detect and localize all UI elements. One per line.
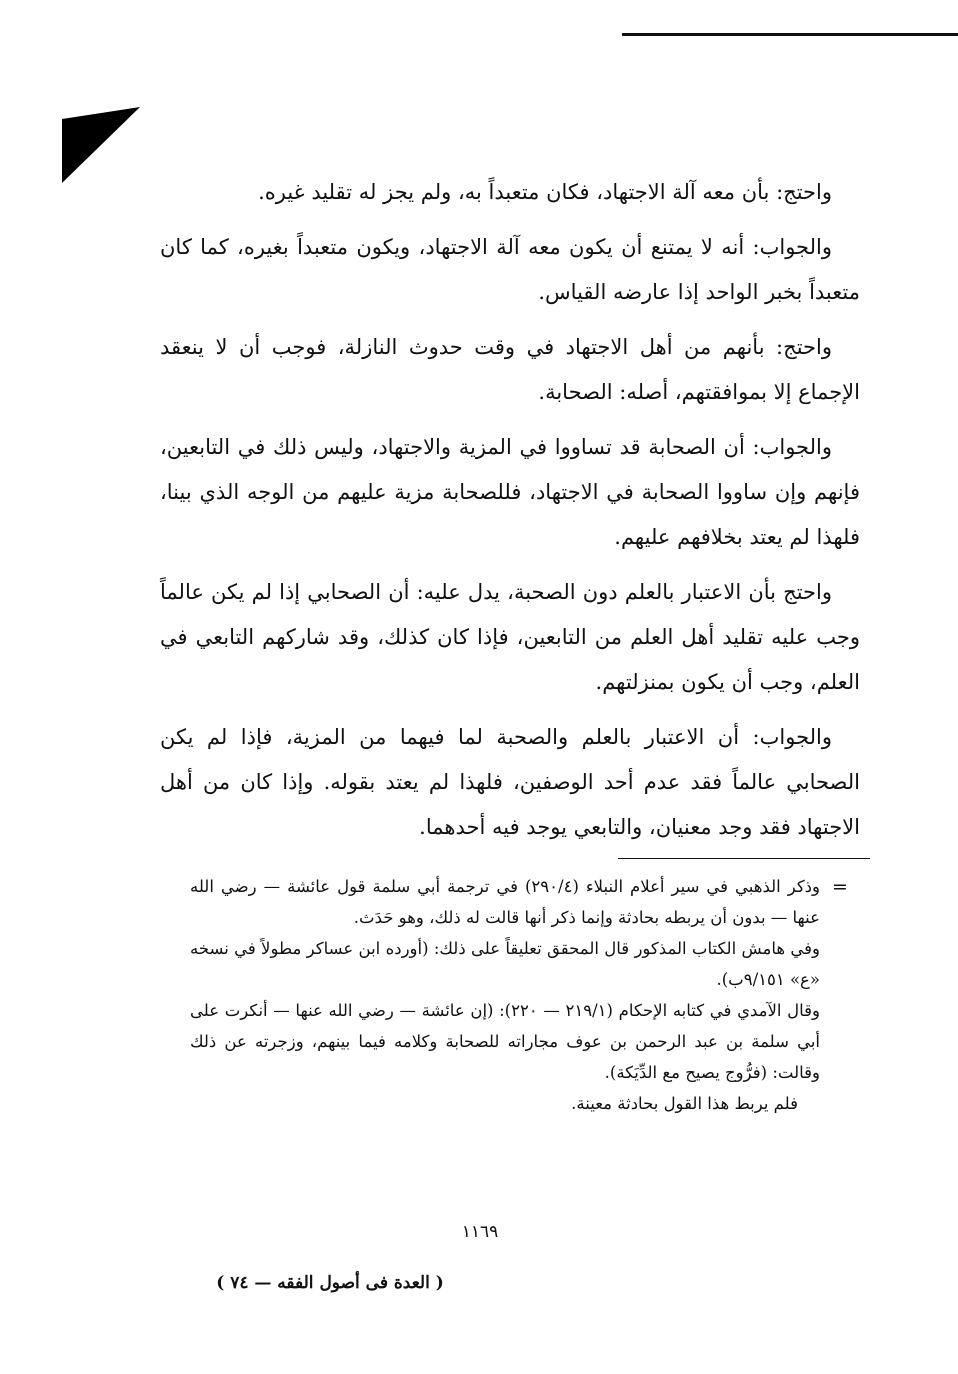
top-rule xyxy=(622,33,958,36)
footnote-continuation-mark: = xyxy=(832,876,848,898)
paragraph: والجواب: أنه لا يمتنع أن يكون معه آلة الاجتهاد، ويكون متعبداً بغيره، كما كان متعبداً بخبر الواحد إذا عارضه القياس. xyxy=(160,235,860,304)
main-text xyxy=(160,170,860,860)
footnote-line: وذكر الذهبي في سير أعلام النبلاء (٢٩٠/٤) في ترجمة أبي سلمة قول عائشة — رضي الله عنها — بدون أن يربطه بحادثة وإنما ذكر أنها قالت له ذلك، وهو حَدَث. xyxy=(190,877,820,927)
paragraph: واحتج: بأن معه آلة الاجتهاد، فكان متعبداً به، ولم يجز له تقليد غيره. xyxy=(258,180,832,204)
footnote-line: وفي هامش الكتاب المذكور قال المحقق تعليقاً على ذلك: (أورده ابن عساكر مطولاً في نسخه «ع» ٩/١٥١ب). xyxy=(190,939,820,989)
paragraph: والجواب: أن الاعتبار بالعلم والصحبة لما فيهما من المزية، فإذا لم يكن الصحابي عالماً فقد عدم أحد الوصفين، فلهذا لم يعتد بقوله. وإذا كان من أهل الاجتهاد فقد وجد معنيان، والتابعي يوجد فيه أحدهما. xyxy=(160,725,860,839)
footnote-separator xyxy=(618,858,870,859)
paragraph: واحتج: بأنهم من أهل الاجتهاد في وقت حدوث النازلة، فوجب أن لا ينعقد الإجماع إلا بموافقتهم، أصله: الصحابة. xyxy=(160,335,860,404)
footnote-line: فلم يربط هذا القول بحادثة معينة. xyxy=(571,1094,798,1113)
corner-triangle-mark xyxy=(62,107,140,183)
book-signature: ( العدة فى أصول الفقه — ٧٤ ) xyxy=(216,1273,444,1293)
paragraph: واحتج بأن الاعتبار بالعلم دون الصحبة، يدل عليه: أن الصحابي إذا لم يكن عالماً وجب عليه تقليد أهل العلم من التابعين، فإذا كان كذلك، وقد شاركهم التابعي في العلم، وجب أن يكون بمنزلتهم. xyxy=(160,580,860,694)
paragraph: والجواب: أن الصحابة قد تساووا في المزية والاجتهاد، وليس ذلك في التابعين، فإنهم وإن ساووا الصحابة في الاجتهاد، فللصحابة مزية عليهم من الوجه الذي بينا، فلهذا لم يعتد بخلافهم عليهم. xyxy=(160,435,860,549)
page-number: ١١٦٩ xyxy=(461,1222,499,1242)
footnote xyxy=(190,871,820,1119)
footnote-line: وقال الآمدي في كتابه الإحكام (٢١٩/١ — ٢٢٠): (إن عائشة — رضي الله عنها — أنكرت على أبي سلمة بن عبد الرحمن بن عوف مجاراته للصحابة وكلامه فيما بينهم، وزجرته عن ذلك وقالت: (فرُّوج يصيح مع الدِّيَكة). xyxy=(190,1001,821,1082)
